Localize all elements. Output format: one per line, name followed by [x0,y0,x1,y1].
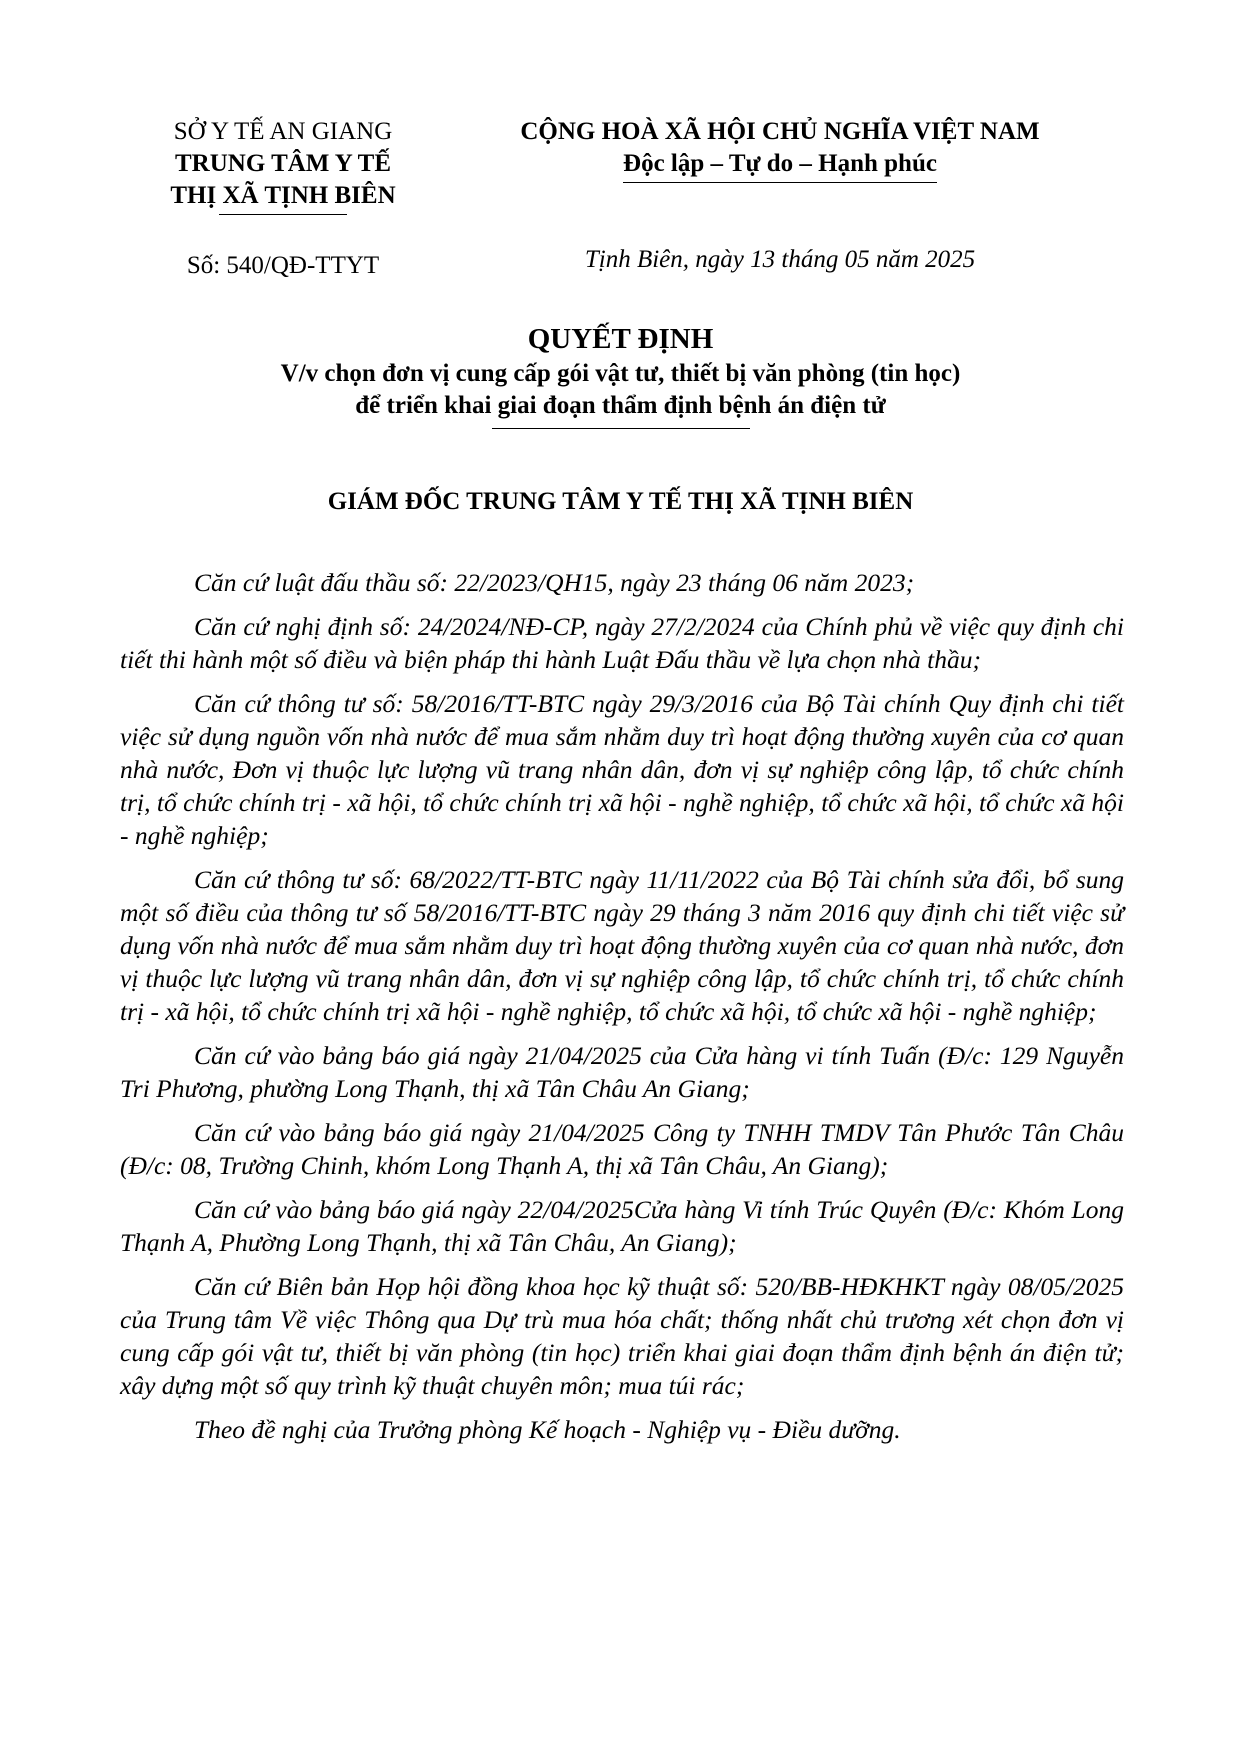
basis-paragraph: Căn cứ vào bảng báo giá ngày 21/04/2025 Công ty TNHH TMDV Tân Phước Tân Châu (Đ/c: 08, Trường Chinh, khóm Long Thạnh A, thị xã Tân Châu, An Giang); [120,1118,1124,1180]
document-title-block [0,320,1241,429]
national-motto: Độc lập – Tự do – Hạnh phúc [623,148,937,183]
document-subject-line1: V/v chọn đơn vị cung cấp gói vật tư, thiết bị văn phòng (tin học) [280,360,961,387]
agency-name-line2: THỊ XÃ TỊNH BIÊN [170,182,396,209]
document-number: Số: 540/QĐ-TTYT [186,252,380,279]
basis-paragraph: Căn cứ Biên bản Họp hội đồng khoa học kỹ thuật số: 520/BB-HĐKHKT ngày 08/05/2025 của Trung tâm Về việc Thông qua Dự trù mua hóa chất; thống nhất chủ trương xét chọn đơn vị cung cấp gói vật tư, thiết bị văn phòng (tin học) triển khai giai đoạn thẩm định bệnh án điện tử; xây dựng một số quy trình kỹ thuật chuyên môn; mua túi rác; [120,1272,1124,1400]
country-name: CỘNG HOÀ XÃ HỘI CHỦ NGHĨA VIỆT NAM [520,118,1040,145]
basis-paragraph: Căn cứ vào bảng báo giá ngày 21/04/2025 của Cửa hàng vi tính Tuấn (Đ/c: 129 Nguyễn Tri Phương, phường Long Thạnh, thị xã Tân Châu An Giang; [120,1041,1124,1103]
proposal-paragraph: Theo đề nghị của Trưởng phòng Kế hoạch - Nghiệp vụ - Điều dưỡng. [194,1415,901,1444]
national-header [470,116,1090,183]
basis-paragraph: Căn cứ thông tư số: 58/2016/TT-BTC ngày 29/3/2016 của Bộ Tài chính Quy định chi tiết việc sử dụng nguồn vốn nhà nước để mua sắm nhằm duy trì hoạt động thường xuyên của cơ quan nhà nước, Đơn vị thuộc lực lượng vũ trang nhân dân, đơn vị sự nghiệp công lập, tổ chức chính trị, tổ chức chính trị - xã hội, tổ chức chính trị xã hội - nghề nghiệp, tổ chức xã hội, tổ chức xã hội - nghề nghiệp; [120,689,1124,850]
issuing-agency [133,116,433,215]
basis-paragraph: Căn cứ luật đấu thầu số: 22/2023/QH15, ngày 23 tháng 06 năm 2023; [194,568,915,597]
legal-basis [120,566,1124,1457]
basis-paragraph: Căn cứ nghị định số: 24/2024/NĐ-CP, ngày 27/2/2024 của Chính phủ về việc quy định chi tiết thi hành một số điều và biện pháp thi hành Luật Đấu thầu về lựa chọn nhà thầu; [120,612,1124,674]
title-underline [492,428,750,429]
agency-underline [219,214,347,215]
place-date: Tịnh Biên, ngày 13 tháng 05 năm 2025 [584,246,976,273]
agency-parent: SỞ Y TẾ AN GIANG [173,118,393,145]
document-title: QUYẾT ĐỊNH [527,323,714,355]
document-subject-line2: để triển khai giai đoạn thẩm định bệnh án điện tử [355,392,886,419]
authority-heading: GIÁM ĐỐC TRUNG TÂM Y TẾ THỊ XÃ TỊNH BIÊN [327,488,914,515]
basis-paragraph: Căn cứ thông tư số: 68/2022/TT-BTC ngày 11/11/2022 của Bộ Tài chính sửa đổi, bổ sung một số điều của thông tư số 58/2016/TT-BTC ngày 29 tháng 3 năm 2016 quy định chi tiết việc sử dụng vốn nhà nước để mua sắm nhằm duy trì hoạt động thường xuyên của cơ quan nhà nước, đơn vị thuộc lực lượng vũ trang nhân dân, đơn vị sự nghiệp công lập, tổ chức chính trị, tổ chức chính trị - xã hội, tổ chức chính trị xã hội - nghề nghiệp, tổ chức xã hội, tổ chức xã hội - nghề nghiệp; [120,865,1124,1026]
agency-name-line1: TRUNG TÂM Y TẾ [174,150,391,177]
basis-paragraph: Căn cứ vào bảng báo giá ngày 22/04/2025Cửa hàng Vi tính Trúc Quyên (Đ/c: Khóm Long Thạnh A, Phường Long Thạnh, thị xã Tân Châu, An Giang); [120,1195,1124,1257]
